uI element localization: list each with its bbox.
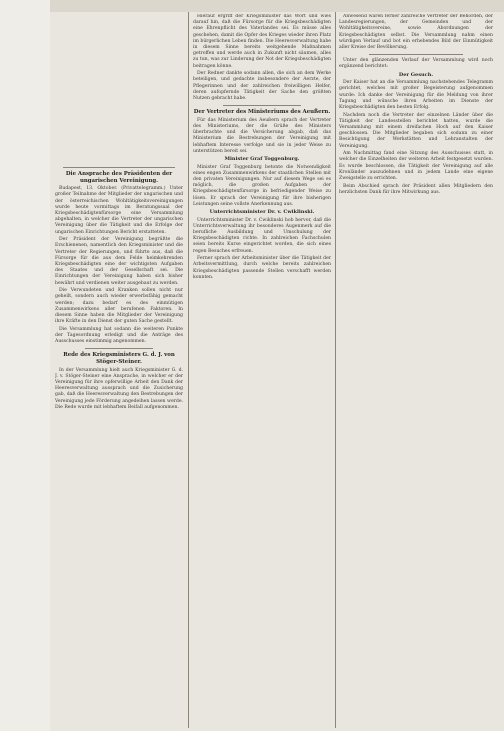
column-rule	[188, 12, 189, 728]
section-rule	[369, 54, 463, 55]
article-heading: Der Vertreter des Ministeriums des Aeußern.	[193, 109, 331, 116]
article-paragraph: Anwesend waren ferner zahlreiche Vertreter der Behörden, der Landesregierungen, der Gemeinden und der Wohltätigkeitsvereine, sowie Abordnungen der Kriegsbeschädigten selbst. Die Versammlung nahm einen würdigen Verlauf und bot ein erhebendes Bild der Einmütigkeit aller Kreise der Bevölkerung.	[339, 14, 493, 51]
article-paragraph: Beim Abschied sprach der Präsident allen Mitgliedern den herzlichsten Dank für ihre Mitwirkung aus.	[339, 183, 493, 195]
article-paragraph: Minister Graf Toggenburg betonte die Notwendigkeit eines engen Zusammenwirkens der staatlichen Stellen mit den privaten Vereinigungen. Nur auf diesem Wege sei es möglich, die großen Aufgaben der Kriegsbeschädigtenfürsorge in befriedigender Weise zu lösen. Er sprach der Vereinigung für ihre bisherigen Leistungen seine vollste Anerkennung aus.	[193, 164, 331, 207]
torn-top-strip	[0, 0, 504, 12]
article-paragraph: Die Versammlung hat sodann die weiteren Punkte der Tagesordnung erledigt und die Anträge des Ausschusses einstimmig angenommen.	[55, 326, 183, 345]
article-paragraph: Nachdem noch die Vertreter der einzelnen Länder über die Tätigkeit der Landesstellen berichtet hatten, wurde die Versammlung mit einem dreifachen Hoch auf den Kaiser geschlossen. Die Mitglieder begaben sich sodann zu einer Besichtigung der Werkstätten und Lehranstalten der Vereinigung.	[339, 112, 493, 149]
article-paragraph: In der Versammlung hielt auch Kriegsminister G. d. J. v. Stöger-Steiner eine Ansprache, in welcher er der Vereinigung für ihre opferwillige Arbeit den Dank der Heeresverwaltung aussprach und die Zusicherung gab, daß die Heeresverwaltung den Bestrebungen der Vereinigung jede Förderung angedeihen lassen werde. Die Rede wurde mit lebhaftem Beifall aufgenommen.	[55, 367, 183, 410]
article-paragraph: Unter den glänzenden Verlauf der Versammlung wird noch ergänzend berichtet:	[339, 58, 493, 70]
column-middle	[193, 14, 331, 726]
article-paragraph: Hierauf ergriff der Kriegsminister das Wort und wies darauf hin, daß die Fürsorge für die Kriegsbeschädigten eine Ehrenpflicht des Vaterlandes sei. Es müsse alles geschehen, damit die Opfer des Krieges wieder ihren Platz im bürgerlichen Leben finden. Die Heeresverwaltung habe in diesem Sinne bereits weitgehende Maßnahmen getroffen und werde auch in Zukunft nicht säumen, alles zu tun, was zur Linderung der Not der Kriegsbeschädigten beitragen könne.	[193, 14, 331, 69]
column-left	[55, 14, 183, 726]
article-paragraph: Der Redner dankte sodann allen, die sich an dem Werke beteiligen, und gedachte insbesondere der Aerzte, der Pflegerinnen und der zahlreichen freiwilligen Helfer, deren aufopfernde Tätigkeit der Sache den größten Nutzen gebracht habe.	[193, 71, 331, 102]
section-rule	[85, 348, 153, 349]
page-margin	[0, 0, 50, 731]
column-right	[339, 14, 493, 726]
article-heading: Rede des Kriegsministers G. d. J. von Stöger-Steiner.	[63, 352, 175, 366]
article-paragraph: Der Präsident der Vereinigung begrüßte die Erschienenen, namentlich den Kriegsminister und die Vertreter der Regierungen, und führte aus, daß die Fürsorge für die aus dem Felde heimkehrenden Kriegsbeschädigten eine der wichtigsten Aufgaben des Staates und der Gesellschaft sei. Die Einrichtungen der Vereinigung haben sich bisher bewährt und verdienen weiter ausgebaut zu werden.	[55, 237, 183, 286]
article-paragraph: Der Kaiser hat an die Versammlung nachstehendes Telegramm gerichtet, welches mit großer Begeisterung aufgenommen wurde: Ich danke der Vereinigung für die Meldung von ihrer Tagung und wünsche ihren Arbeiten im Dienste der Kriegsbeschädigten den besten Erfolg.	[339, 80, 493, 111]
article-paragraph: Unterrichtsminister Dr. v. Cwiklinski hob hervor, daß die Unterrichtsverwaltung ihr besonderes Augenmerk auf die berufliche Ausbildung und Umschulung der Kriegsbeschädigten richte. In zahlreichen Fachschulen seien bereits Kurse eingerichtet worden, die sich eines regen Besuches erfreuen.	[193, 217, 331, 254]
article-paragraph: Budapest, 13. Oktober. (Privattelegramm.) Unter großer Teilnahme der Mitglieder der ungarischen und der österreichischen Wohltätigkeitsvereinigungen wurde heute vormittags im Beratungssaal der Kriegsbeschädigtenfürsorge eine Versammlung abgehalten, in welcher die Vertreter der ungarischen Vereinigung über die Tätigkeit und die Erfolge der ungarischen Einrichtungen Bericht erstatteten.	[55, 186, 183, 235]
column-spacer	[55, 14, 183, 164]
article-paragraph: Am Nachmittag fand eine Sitzung des Ausschusses statt, in welcher die Einzelheiten der weiteren Arbeit festgesetzt wurden. Es wurde beschlossen, die Tätigkeit der Vereinigung auf alle Kronländer auszudehnen und in jedem Lande eine eigene Zweigstelle zu errichten.	[339, 151, 493, 182]
article-paragraph: Ferner sprach der Arbeitsminister über die Tätigkeit der Arbeitsvermittlung, durch welche bereits zahlreichen Kriegsbeschädigten passende Stellen verschafft werden konnten.	[193, 256, 331, 280]
section-rule	[63, 167, 175, 168]
article-paragraph: Für das Ministerium des Aeußern sprach der Vertreter des Ministeriums, der die Grüße des Ministers überbrachte und die Versicherung abgab, daß das Ministerium die Bestrebungen der Vereinigung mit lebhaftem Interesse verfolge und sie in jeder Weise zu unterstützen bereit sei.	[193, 117, 331, 154]
column-rule	[335, 12, 336, 728]
article-heading: Die Ansprache des Präsidenten der ungarischen Vereinigung.	[65, 171, 173, 184]
article-subheading: Der Gesuch.	[398, 72, 434, 79]
section-rule	[223, 105, 301, 106]
article-subheading: Unterrichtsminister Dr. v. Cwiklinski.	[209, 209, 315, 216]
article-subheading: Minister Graf Toggenburg.	[224, 156, 300, 163]
article-paragraph: Die Verwundeten und Kranken sollen nicht nur geheilt, sondern auch wieder erwerbsfähig gemacht werden; dazu bedarf es des einmütigen Zusammenwirkens aller berufenen Faktoren. In diesem Sinne haben die Mitglieder der Vereinigung ihre Kräfte in den Dienst der guten Sache gestellt.	[55, 288, 183, 325]
